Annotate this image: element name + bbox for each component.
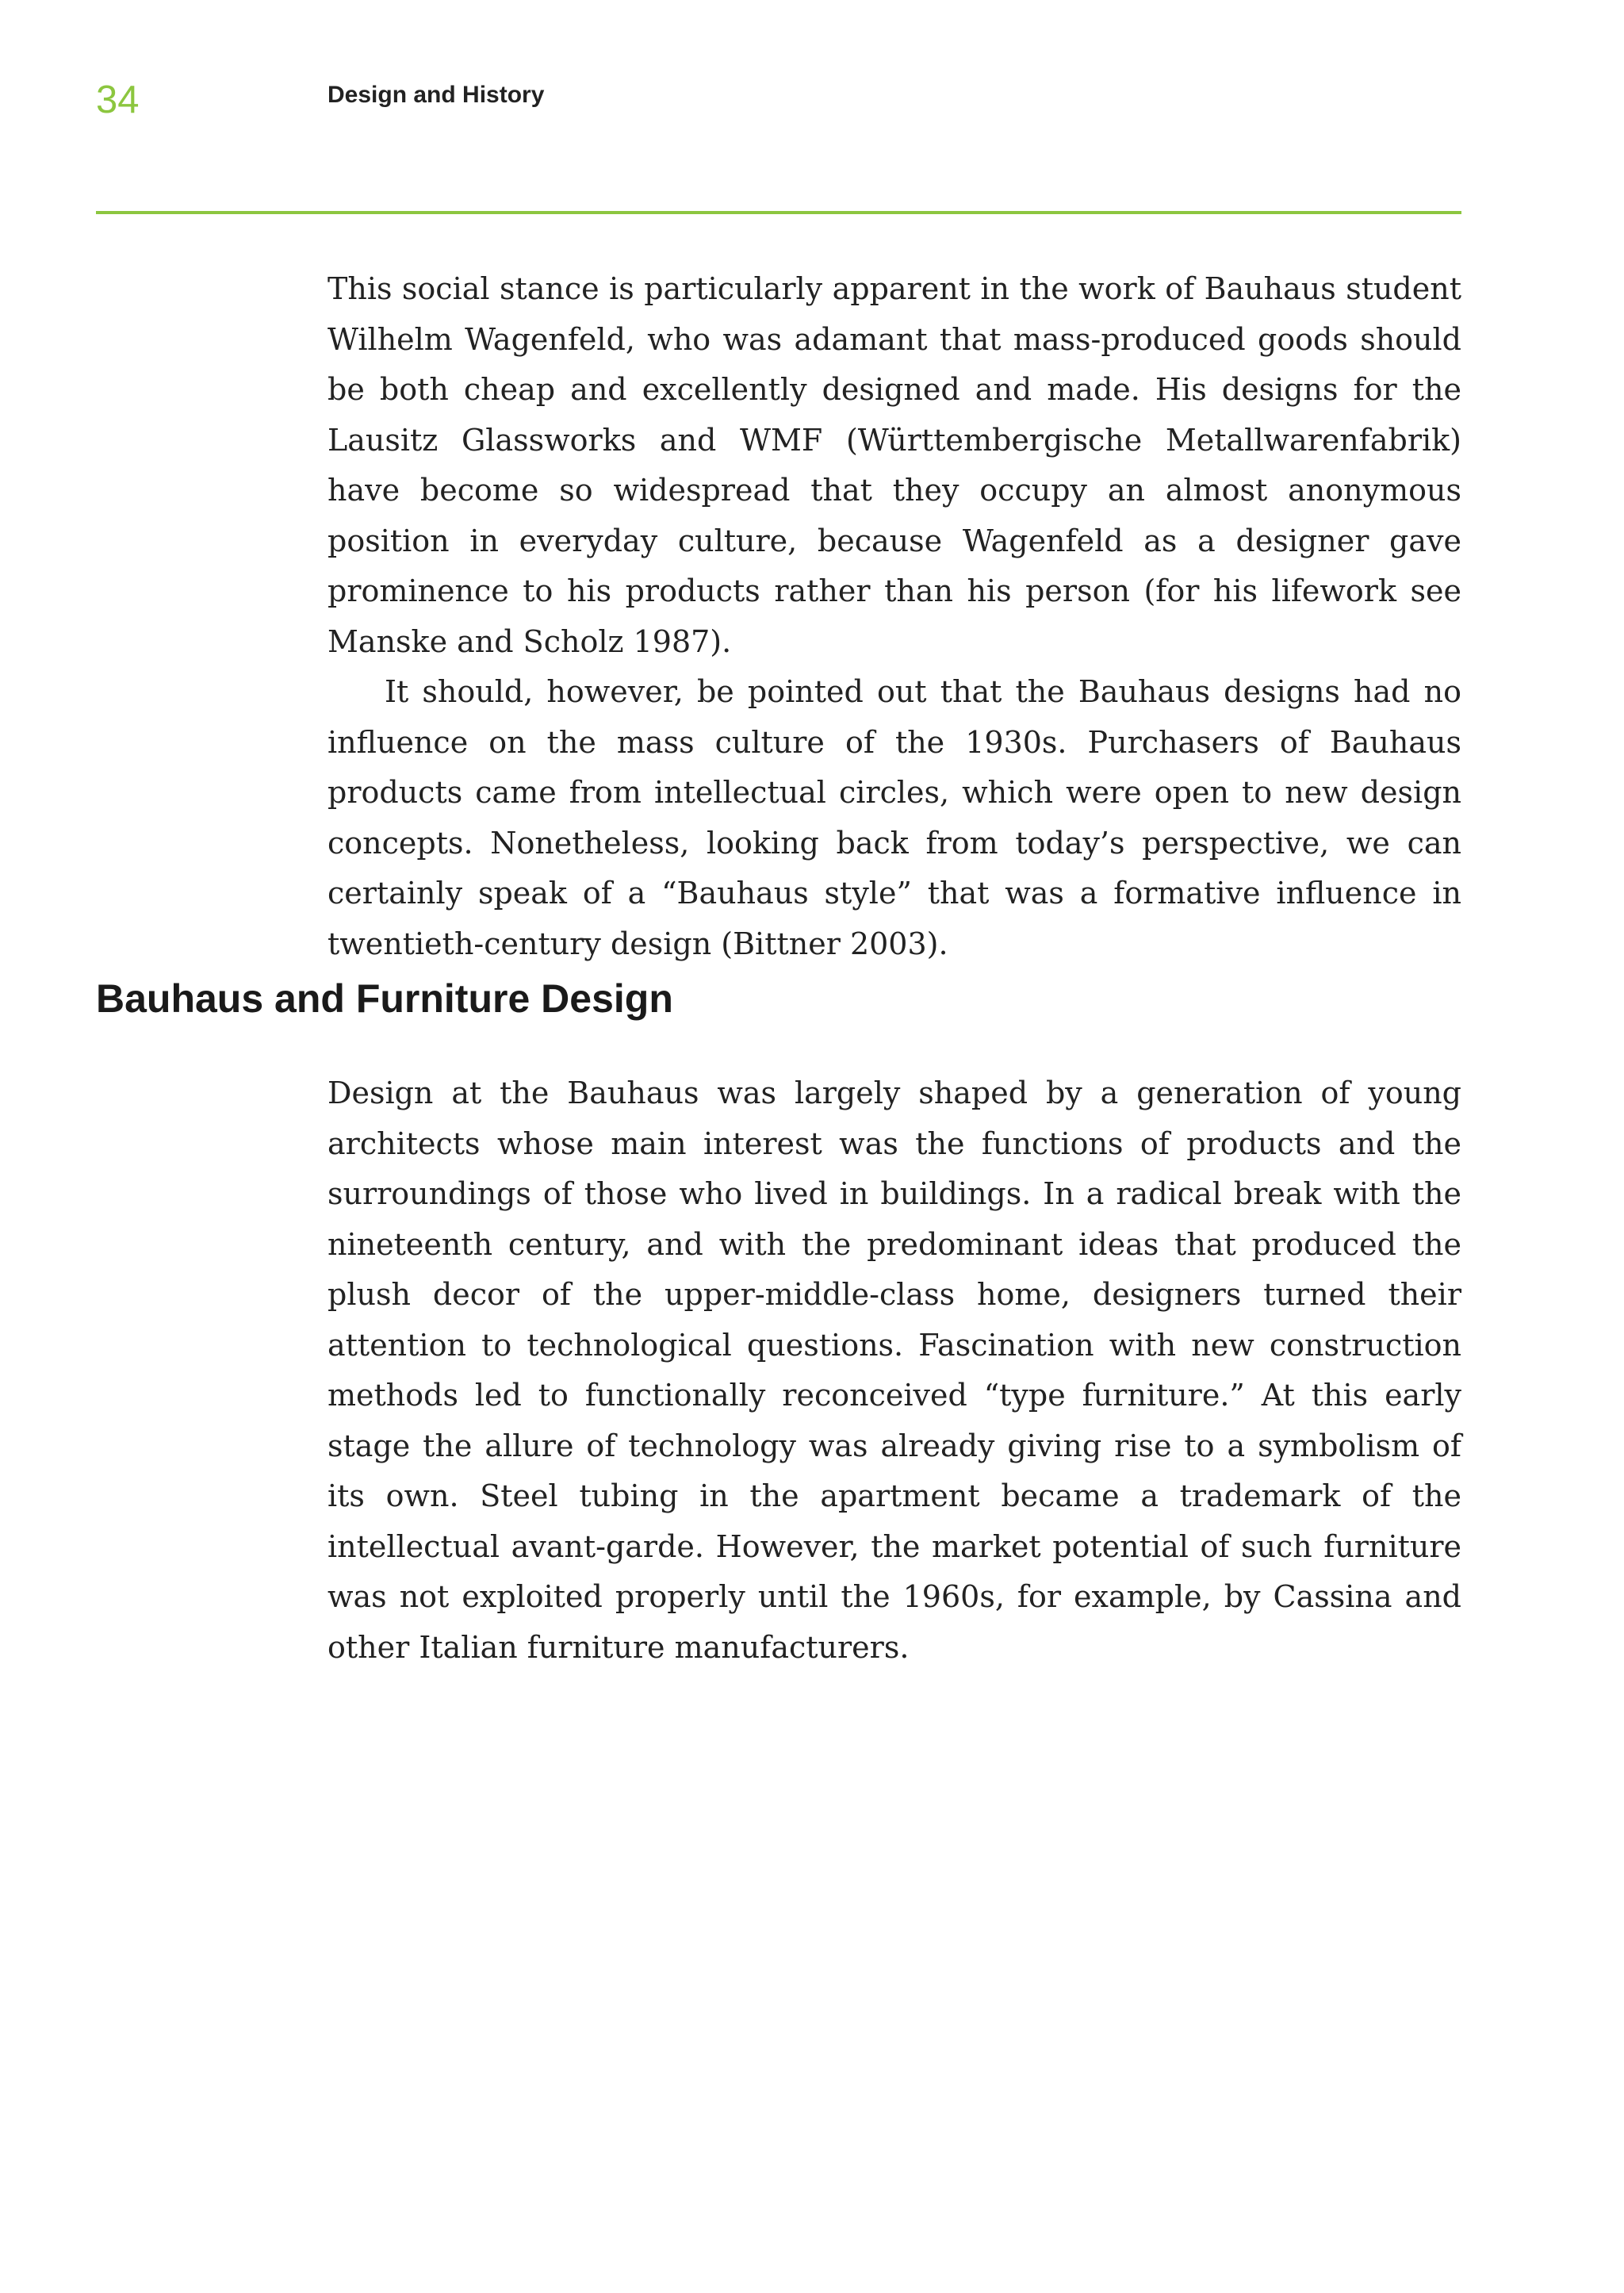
header-rule — [96, 211, 1461, 214]
paragraph-bauhaus-style: It should, however, be pointed out that the Bauhaus designs had no influence on the mass culture of the 1930s. Purchasers of Bauhaus products came from intellectual circles, which were open to new design concepts. Nonetheless, looking back from today’s perspective, we can certainly speak of a “Bauhaus style” that was a formative influence in twentieth-century design (Bittner 2003). — [327, 674, 1461, 961]
paragraph-wagenfeld: This social stance is particularly apparent in the work of Bauhaus student Wilhelm Wagenfeld, who was adamant that mass-produced goods should be both cheap and excellently designed and made. His designs for the Lausitz Glassworks and WMF (Württembergische Metallwarenfabrik) have become so widespread that they occupy an almost anonymous position in everyday culture, because Wagenfeld as a designer gave prominence to his products rather than his person (for his lifework see Manske and Scholz 1987). — [327, 271, 1461, 659]
page-number: 34 — [96, 79, 140, 121]
paragraph-furniture-design: Design at the Bauhaus was largely shaped by a generation of young architects whose main interest was the functions of products and the surroundings of those who lived in buildings. In a radical break with the nineteenth century, and with the predominant ideas that produced the plush decor of the upper-middle-class home, designers turned their attention to technological questions. Fascination with new construction methods led to functionally reconceived “type furniture.” At this early stage the allure of technology was already giving rise to a symbolism of its own. Steel tubing in the apartment became a trademark of the intellectual avant-garde. However, the market potential of such furniture was not exploited properly until the 1960s, for example, by Cassina and other Italian furniture manufacturers. — [327, 1076, 1461, 1665]
running-head: Design and History — [327, 82, 545, 108]
body-section-wagenfeld — [327, 264, 1461, 969]
body-section-furniture — [327, 1068, 1461, 1673]
section-heading: Bauhaus and Furniture Design — [96, 976, 673, 1021]
